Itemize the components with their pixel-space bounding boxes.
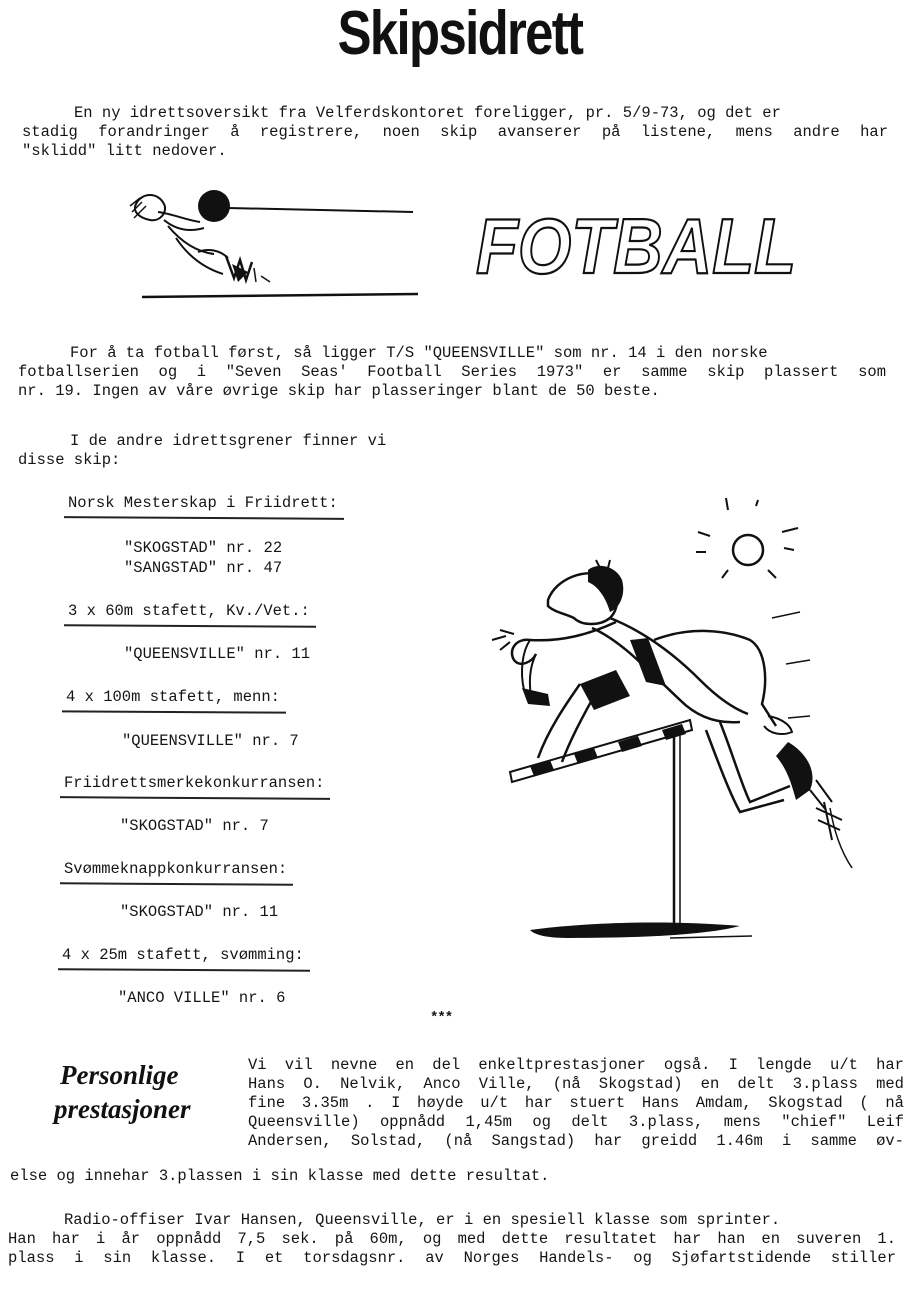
entry-skogstad-7: "SKOGSTAD" nr. 7 bbox=[120, 817, 269, 835]
intro-line-1: En ny idrettsoversikt fra Velferdskontoret foreligger, pr. 5/9-73, og det er bbox=[74, 104, 781, 122]
personal-line-4: Queensville) oppnådd 1,45m og delt 3.plass, mens "chief" Leif bbox=[248, 1113, 904, 1131]
personal-line-3: fine 3.35m . I høyde u/t har stuert Hans Amdam, Skogstad ( nå bbox=[248, 1094, 904, 1112]
entry-sangstad-47: "SANGSTAD" nr. 47 bbox=[124, 559, 283, 577]
section-heading-3x60: 3 x 60m stafett, Kv./Vet.: bbox=[68, 602, 310, 621]
radio-line-3: plass i sin klasse. I et torsdagsnr. av Norges Handels- og Sjøfartstidende stiller bbox=[8, 1249, 896, 1267]
intro-line-2: stadig forandringer å registrere, noen skip avanserer på listene, mens andre har bbox=[22, 123, 888, 141]
football-line-1: For å ta fotball først, så ligger T/S "QUEENSVILLE" som nr. 14 i den norske bbox=[70, 344, 768, 362]
personal-line-6: else og innehar 3.plassen i sin klasse med dette resultat. bbox=[10, 1167, 550, 1185]
entry-queensville-11: "QUEENSVILLE" nr. 11 bbox=[124, 645, 311, 663]
radio-line-2: Han har i år oppnådd 7,5 sek. på 60m, og med dette resultatet har han en suveren 1. bbox=[8, 1230, 896, 1248]
entry-anco-ville-6: "ANCO VILLE" nr. 6 bbox=[118, 989, 286, 1007]
football-line-2: fotballserien og i "Seven Seas' Football Series 1973" er samme skip plassert som bbox=[18, 363, 886, 381]
entry-queensville-7: "QUEENSVILLE" nr. 7 bbox=[122, 732, 299, 750]
radio-line-1: Radio-offiser Ivar Hansen, Queensville, er i en spesiell klasse som sprinter. bbox=[64, 1211, 781, 1229]
other-sports-line-1: I de andre idrettsgrener finner vi bbox=[70, 432, 387, 450]
fotball-banner bbox=[472, 202, 802, 290]
page-title: Skipsidrett bbox=[337, 0, 583, 68]
personal-line-2: Hans O. Nelvik, Anco Ville, (nå Skogstad) en delt 3.plass med bbox=[248, 1075, 904, 1093]
section-heading-4x25: 4 x 25m stafett, svømming: bbox=[62, 946, 304, 965]
personal-paragraph bbox=[248, 1056, 904, 1151]
hurdler-illustration bbox=[470, 490, 850, 950]
other-sports-line-2: disse skip: bbox=[18, 451, 121, 469]
football-line-3: nr. 19. Ingen av våre øvrige skip har plasseringer blant de 50 beste. bbox=[18, 382, 660, 400]
section-heading-svommeknapp: Svømmeknappkonkurransen: bbox=[64, 860, 287, 879]
fotball-banner-text: FOTBALL bbox=[476, 202, 796, 290]
entry-skogstad-22: "SKOGSTAD" nr. 22 bbox=[124, 539, 283, 557]
personal-line-5: Andersen, Solstad, (nå Sangstad) har greidd 1.46m i samme øv- bbox=[248, 1132, 904, 1150]
section-heading-4x100: 4 x 100m stafett, menn: bbox=[66, 688, 280, 707]
separator-stars: *** bbox=[430, 1010, 453, 1026]
personlige-heading bbox=[54, 1058, 191, 1126]
personlige-heading-line-1: Personlige bbox=[60, 1060, 179, 1090]
section-heading-friidrettsmerke: Friidrettsmerkekonkurransen: bbox=[64, 774, 324, 793]
intro-paragraph bbox=[22, 104, 888, 161]
football-player-illustration bbox=[128, 182, 428, 307]
football-paragraph bbox=[18, 344, 886, 401]
section-heading-friidrett: Norsk Mesterskap i Friidrett: bbox=[68, 494, 338, 513]
intro-line-3: "sklidd" litt nedover. bbox=[22, 142, 227, 160]
personal-paragraph-tail bbox=[10, 1167, 550, 1186]
other-sports-paragraph bbox=[18, 432, 386, 470]
personlige-heading-line-2: prestasjoner bbox=[54, 1094, 191, 1124]
personal-line-1: Vi vil nevne en del enkeltprestasjoner også. I lengde u/t har bbox=[248, 1056, 904, 1074]
entry-skogstad-11: "SKOGSTAD" nr. 11 bbox=[120, 903, 279, 921]
radio-paragraph bbox=[8, 1211, 896, 1268]
